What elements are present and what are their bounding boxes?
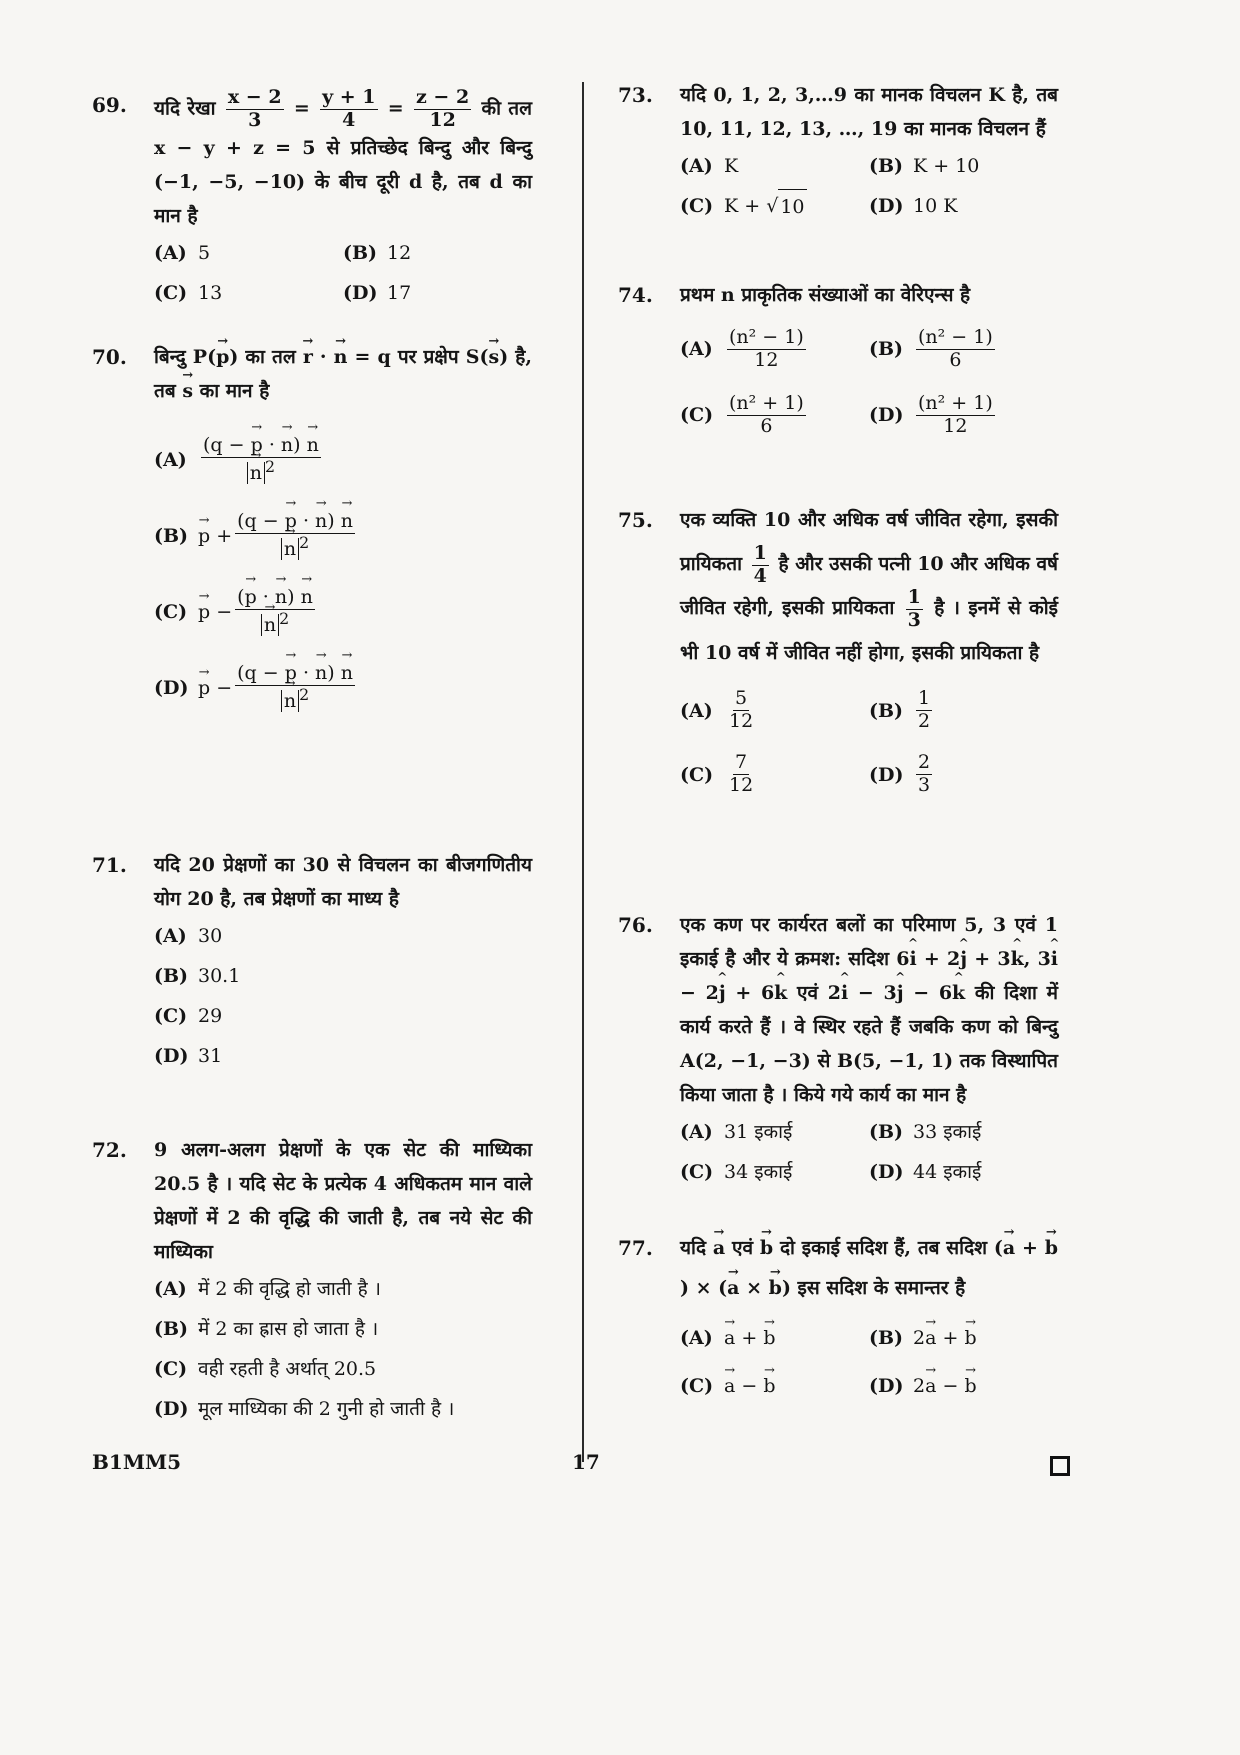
question-text: एक कण पर कार्यरत बलों का परिमाण 5, 3 एवं 1 इकाई है और ये क्रमश: सदिश 6^ i + 2^ j + 3^ k, 3^ i − 2^ j + 6^ k एवं 2^ i − 3^ j − 6^ k की दिशा में कार्य करते हैं । वे स्थिर रहते हैं जबकि कण को बिन्दु A(2, −1, −3) से B(5, −1, 1) तक विस्थापित किया जाता है । किये गये कार्य का मान है xyxy=(680,908,1058,1112)
option-d[interactable]: (D) $\frac{2}{3}$ xyxy=(869,751,931,797)
option-d[interactable]: (D) 44 इकाई xyxy=(869,1161,982,1183)
question-text: प्रथम n प्राकृतिक संख्याओं का वेरिएन्स है xyxy=(680,284,971,306)
option-a[interactable]: (A) $\frac{5}{12}$ xyxy=(680,687,754,733)
option-c[interactable]: (C) 29 xyxy=(154,1005,223,1027)
question-71 xyxy=(92,848,532,1076)
question-73 xyxy=(618,78,1058,226)
option-c[interactable]: (C) → a − → b xyxy=(680,1366,869,1406)
option-a[interactable]: (A) में 2 की वृद्धि हो जाती है । xyxy=(154,1278,381,1300)
option-c[interactable]: (C) → p − (→ p · → n) → n → n $^2$ xyxy=(154,574,532,650)
question-text: यदि → a एवं → b दो इकाई सदिश हैं, तब सदिश (→ a + → b) × (→ a × → b) इस सदिश के समान्तर है xyxy=(680,1228,1058,1308)
option-d[interactable]: (D) 2 → a − → b xyxy=(869,1366,1058,1406)
question-number: 74. xyxy=(618,283,653,307)
option-a[interactable]: (A) 30 xyxy=(154,925,223,947)
question-number: 69. xyxy=(92,93,127,117)
option-b[interactable]: (B) $\frac{1}{2}$ xyxy=(869,687,931,733)
option-a[interactable]: (A) $\frac{\text{(n² − 1)}}{12}$ xyxy=(680,325,804,371)
options xyxy=(680,1112,1058,1192)
option-b[interactable]: (B) $\frac{\text{(n² − 1)}}{6}$ xyxy=(869,325,993,371)
options xyxy=(680,1314,1058,1410)
option-d[interactable]: (D) मूल माध्यिका की 2 गुनी हो जाती है । xyxy=(154,1398,455,1420)
option-c[interactable]: (C) 13 xyxy=(154,281,223,304)
option-a[interactable]: (A) 5 xyxy=(154,241,211,264)
option-b[interactable]: (B) 12 xyxy=(343,241,412,264)
question-text: यदि 0, 1, 2, 3,…9 का मानक विचलन K है, तब 10, 11, 12, 13, …, 19 का मानक विचलन हैं xyxy=(680,84,1058,140)
question-text: बिन्दु P(→ p) का तल → r · → n = q पर प्रक्षेप S(→ s) है, तब → s का मान है xyxy=(154,340,532,408)
question-72 xyxy=(92,1133,532,1429)
question-text: 9 अलग-अलग प्रेक्षणों के एक सेट की माध्यिका 20.5 है । यदि सेट के प्रत्येक 4 अधिकतम मान वाले प्रेक्षणों में 2 की वृद्धि की जाती है, तब नये सेट की माध्यिका xyxy=(154,1139,532,1263)
option-a[interactable]: (A) K xyxy=(680,155,739,177)
question-number: 76. xyxy=(618,913,653,937)
question-77 xyxy=(618,1228,1058,1410)
option-d[interactable]: (D) 17 xyxy=(343,281,412,304)
question-number: 73. xyxy=(618,83,653,107)
option-c[interactable]: (C) $\frac{7}{12}$ xyxy=(680,751,754,797)
option-b[interactable]: (B) 2 → a + → b xyxy=(869,1318,1058,1358)
option-b[interactable]: (B) → p + (q − → p · → n) → n → n $^2$ xyxy=(154,498,532,574)
option-c[interactable]: (C) K + √ 10 xyxy=(680,189,869,224)
question-number: 75. xyxy=(618,508,653,532)
page-number: 17 xyxy=(572,1450,600,1474)
options xyxy=(680,316,1058,448)
fraction: $\frac{x - 2}{3}$ xyxy=(227,86,282,131)
fraction: $\frac{z - 2}{12}$ xyxy=(416,86,470,131)
options xyxy=(154,916,532,1076)
booklet-code: B1MM5 xyxy=(92,1450,182,1474)
option-b[interactable]: (B) 33 इकाई xyxy=(869,1121,982,1143)
question-number: 70. xyxy=(92,345,127,369)
square-marker-icon xyxy=(1050,1456,1070,1476)
option-c[interactable]: (C) 34 इकाई xyxy=(680,1161,793,1183)
options xyxy=(154,233,532,313)
option-d[interactable]: (D) 10 K xyxy=(869,195,958,217)
option-a[interactable]: (A) (q − → p · → n) → n → n $^2$ xyxy=(154,422,532,498)
options xyxy=(154,1269,532,1429)
option-d[interactable]: (D) 31 xyxy=(154,1045,223,1067)
column-divider xyxy=(582,82,584,1462)
question-number: 72. xyxy=(92,1138,127,1162)
question-75 xyxy=(618,498,1058,807)
question-text: यदि रेखा $\frac{x - 2}{3}$ = $\frac{y + 1}{4}$ = $\frac{z - 2}{12}$ की तल x − y + z = 5 से प्रतिच्छेद बिन्दु और बिन्दु (−1, −5, −10) के बीच दूरी d है, तब d का मान है xyxy=(154,86,532,227)
question-number: 71. xyxy=(92,853,127,877)
option-d[interactable]: (D) → p − (q − → p · → n) → n → n $^2$ xyxy=(154,650,532,726)
option-a[interactable]: (A) 31 इकाई xyxy=(680,1121,793,1143)
options xyxy=(680,679,1058,807)
options xyxy=(680,146,1058,226)
options xyxy=(154,422,532,726)
question-70 xyxy=(92,340,532,726)
question-number: 77. xyxy=(618,1236,653,1260)
option-c[interactable]: (C) वही रहती है अर्थात् 20.5 xyxy=(154,1358,377,1380)
question-text: एक व्यक्ति 10 और अधिक वर्ष जीवित रहेगा, इसकी प्रायिकता $\frac{1}{4}$ है और उसकी पत्नी 10 और अधिक वर्ष जीवित रहेगी, इसकी प्रायिकता $\frac{1}{3}$ है । इनमें से कोई भी 10 वर्ष में जीवित नहीं होगा, इसकी प्रायिकता है xyxy=(680,509,1059,664)
question-text: यदि 20 प्रेक्षणों का 30 से विचलन का बीजगणितीय योग 20 है, तब प्रेक्षणों का माध्य है xyxy=(154,854,532,910)
question-74 xyxy=(618,278,1058,448)
option-c[interactable]: (C) $\frac{\text{(n² + 1)}}{6}$ xyxy=(680,391,804,437)
fraction: $\frac{y + 1}{4}$ xyxy=(322,86,376,131)
option-d[interactable]: (D) $\frac{\text{(n² + 1)}}{12}$ xyxy=(869,391,993,437)
option-b[interactable]: (B) 30.1 xyxy=(154,965,241,987)
option-b[interactable]: (B) K + 10 xyxy=(869,155,980,177)
question-69 xyxy=(92,88,532,313)
question-76 xyxy=(618,908,1058,1192)
option-b[interactable]: (B) में 2 का ह्रास हो जाता है । xyxy=(154,1318,379,1340)
option-a[interactable]: (A) → a + → b xyxy=(680,1318,869,1358)
